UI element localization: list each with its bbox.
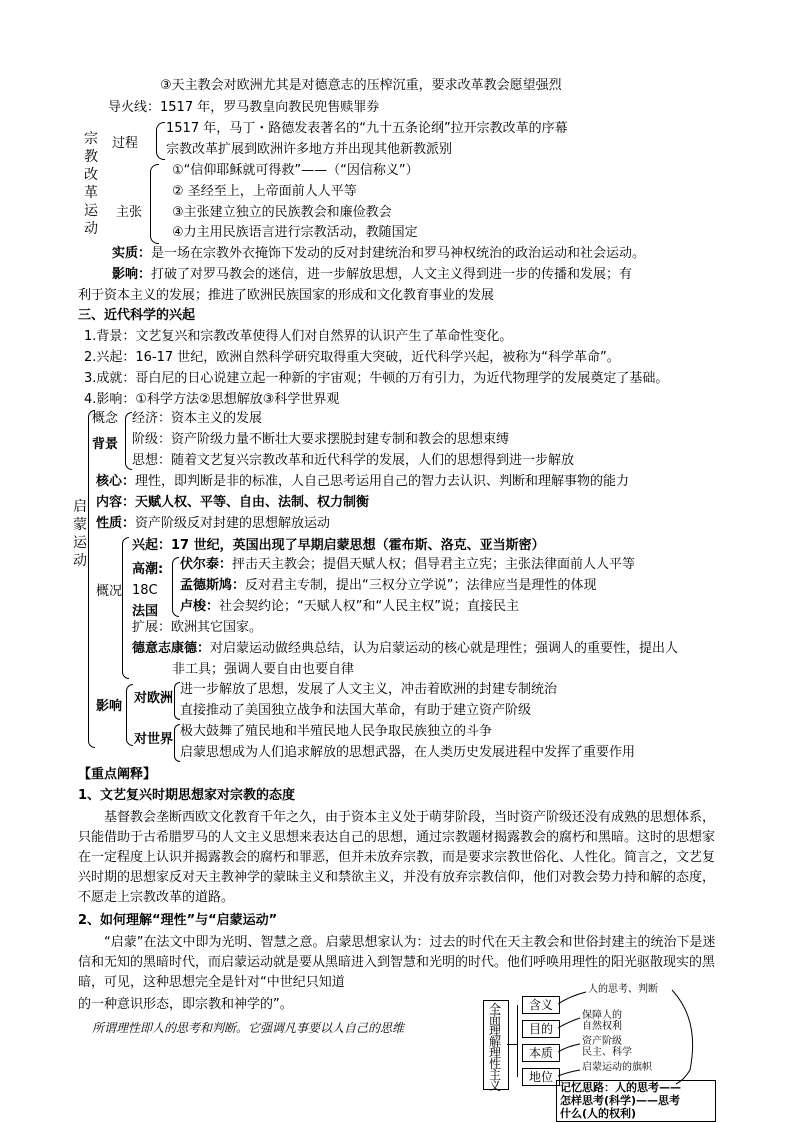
enlight-main-brace [88, 410, 95, 748]
enlight-bg-1: 经济：资本主义的发展 [132, 411, 263, 426]
reform-process-brace [156, 122, 165, 160]
diagram-answer-4: 启蒙运动的旗帜 [582, 1062, 652, 1073]
diagram-answer-1: 人的思考、判断 [588, 984, 658, 995]
enlight-voltaire: 伏尔泰：抨击天主教会；提倡天赋人权；倡导君主立宪；主张法律面前人人平等 [180, 557, 636, 572]
diagram-memo-1: 记忆思路：人的思考—— [560, 1081, 681, 1094]
enlight-europe-1: 进一步解放了思想，发展了人文主义，冲击着欧洲的封建专制统治 [180, 682, 558, 697]
key-paragraph-1: 基督教会垄断西欧文化教育千年之久，由于资本主义处于萌芽阶段，当时资产阶级还没有成熟的思想体系，只能借助于古希腊罗马的人文主义思想来表达自己的思想，通过宗教题材揭露教会的腐朽和黑暗。这时的思想家在一定程度上认识并揭露教会的腐朽和罪恶，但并未放弃宗教，而是要求宗教世俗化、人性化。简言之，文艺复兴时期的思想家反对天主教神学的蒙昧主义和禁欲主义，并没有放弃宗教信仰，他们对教会势力持和解的态度，不愿走上宗教改革的道路。 [78, 810, 716, 905]
key-q1: 1、文艺复兴时期思想家对宗教的态度 [78, 788, 296, 803]
reform-process-1: 1517 年，马丁・路德发表著名的“九十五条论纲”拉开宗教改革的序幕 [166, 121, 568, 136]
reform-claim-3: ③主张建立独立的民族教会和廉俭教会 [172, 205, 392, 220]
diagram-row-1: 含义 [522, 996, 560, 1014]
science-heading: 三、近代科学的兴起 [78, 308, 196, 323]
diagram-answer-2a: 保障人的 [582, 1010, 622, 1021]
enlight-rise: 兴起：17 世纪，英国出现了早期启蒙思想（霍布斯、洛克、亚当斯密） [132, 538, 545, 553]
enlight-europe-2: 直接推动了美国独立战争和法国大革命，有助于建立资产阶级 [180, 703, 532, 718]
enlight-peak-place: 法国 [132, 604, 159, 619]
enlight-bg-brace [125, 412, 132, 470]
enlight-world-2: 启蒙思想成为人们追求解放的思想武器，在人类历史发展进程中发挥了重要作用 [180, 745, 636, 760]
science-item-4: 4.影响：①科学方法②思想解放③科学世界观 [84, 392, 340, 407]
reform-process-label: 过程 [112, 136, 139, 151]
enlight-impact-label: 影响 [96, 699, 123, 714]
reform-side-label: 宗教改革运动 [84, 131, 98, 237]
enlight-world-label: 对世界 [134, 732, 174, 747]
enlight-bg-2: 阶级：资产阶级力量不断壮大要求摆脱封建专制和教会的思想束缚 [132, 432, 510, 447]
key-q2: 2、如何理解“理性”与“启蒙运动” [78, 913, 278, 928]
enlight-bg-label: 背景 [92, 437, 119, 452]
diagram-connector [507, 1044, 517, 1045]
key-paragraph-2: “启蒙”在法文中即为光明、智慧之意。启蒙思想家认为：过去的时代在天主教会和世俗封建主的统治下是迷信和无知的黑暗时代，而启蒙运动就是要从黑暗进入到智慧和光明的时代。他们呼唤用理性的阳光驱散现实的黑暗，可见，这种思想完全是针对“中世纪只知道 [78, 935, 716, 990]
reform-impact-1: 影响：打破了对罗马教会的迷信，进一步解放思想，人文主义得到进一步的传播和发展；有 [112, 267, 633, 282]
diagram-spine [517, 1005, 518, 1077]
reform-cause-3: ③天主教会对欧洲尤其是对德意志的压榨沉重，要求改革教会愿望强烈 [160, 78, 562, 93]
enlight-core: 核心：理性，即判断是非的标准，人自己思考运用自己的智力去认识、判断和理解事物的能力 [96, 474, 630, 489]
reform-process-2: 宗教改革扩展到欧洲许多地方并出现其他新教派别 [166, 142, 453, 157]
reform-fuse: 导火线：1517 年，罗马教皇向教民兜售赎罪券 [108, 100, 380, 115]
diagram-side-label: 全面理解理性主义 [488, 1002, 501, 1093]
enlight-peak-brace [172, 557, 179, 617]
diagram-memo-3: 什么(人的权利) [560, 1107, 637, 1120]
enlight-peak-label: 高潮: [132, 562, 164, 577]
diagram-answer-2b: 自然权利 [582, 1021, 622, 1032]
enlight-kant-1: 德意志康德：对启蒙运动做经典总结，认为启蒙运动的核心就是理性；强调人的重要性，提出人 [132, 641, 679, 656]
enlight-side-label: 启蒙运动 [73, 499, 87, 569]
reform-claim-2: ② 圣经至上，上帝面前人人平等 [172, 184, 357, 199]
enlight-impact-brace [126, 684, 133, 746]
reform-claim-1: ①“信仰耶稣就可得救”——（“因信称义”） [172, 163, 419, 178]
diagram-row-4: 地位 [522, 1068, 560, 1086]
reform-claims-brace [150, 164, 159, 244]
science-item-1: 1.背景：文艺复兴和宗教改革使得人们对自然界的认识产生了革命性变化。 [84, 329, 513, 344]
enlight-overview-label: 概况 [96, 584, 123, 599]
science-item-2: 2.兴起：16-17 世纪，欧洲自然科学研究取得重大突破，近代科学兴起，被称为“科学革命”。 [84, 350, 620, 365]
diagram-answer-3b: 民主、科学 [582, 1047, 632, 1058]
enlight-expand: 扩展：欧洲其它国家。 [132, 620, 263, 635]
enlight-rousseau: 卢梭：社会契约论；“天赋人权”和“人民主权”说；直接民主 [180, 599, 519, 614]
key-paragraph-2-end: 的一种意识形态，即宗教和神学的”。 [78, 997, 293, 1012]
enlight-europe-label: 对欧洲 [134, 691, 174, 706]
diagram-row-2: 目的 [522, 1020, 560, 1038]
enlight-peak-time: 18C [132, 583, 158, 598]
reform-impact-2: 利于资本主义的发展；推进了欧洲民族国家的形成和文化教育事业的发展 [78, 288, 495, 303]
reform-essence: 实质：是一场在宗教外衣掩饰下发动的反对封建统治和罗马神权统治的政治运动和社会运动。 [112, 246, 646, 261]
enlight-bg-3: 思想：随着文艺复兴宗教改革和近代科学的发展，人们的思想得到进一步解放 [132, 453, 575, 468]
key-heading: 【重点阐释】 [78, 767, 157, 782]
enlight-concept: 概念 [92, 411, 119, 426]
enlight-nature: 性质：资产阶级反对封建的思想解放运动 [96, 516, 331, 531]
enlight-world-1: 极大鼓舞了殖民地和半殖民地人民争取民族独立的斗争 [180, 724, 493, 739]
diagram-row-3: 本质 [522, 1044, 560, 1062]
enlight-montesquieu: 孟德斯鸠：反对君主专制，提出“三权分立学说”；法律应当是理性的体现 [180, 578, 597, 593]
enlight-content: 内容：天赋人权、平等、自由、法制、权力制衡 [96, 495, 370, 510]
science-item-3: 3.成就：哥白尼的日心说建立起一种新的宇宙观；牛顿的万有引力，为近代物理学的发展奠定了基础。 [84, 371, 669, 386]
reform-claim-4: ④力主用民族语言进行宗教活动，教随国定 [172, 225, 418, 240]
enlight-overview-brace [122, 537, 129, 679]
diagram-memo-2: 怎样思考(科学)——思考 [560, 1094, 681, 1107]
reform-claims-label: 主张 [116, 205, 143, 220]
key-handwritten-note: 所谓理性即人的思考和判断。它强调凡事要以人自己的思维 [92, 1021, 405, 1035]
enlight-kant-2: 非工具；强调人要自由也要自律 [172, 662, 355, 677]
diagram-answer-3a: 资产阶级 [582, 1036, 622, 1047]
